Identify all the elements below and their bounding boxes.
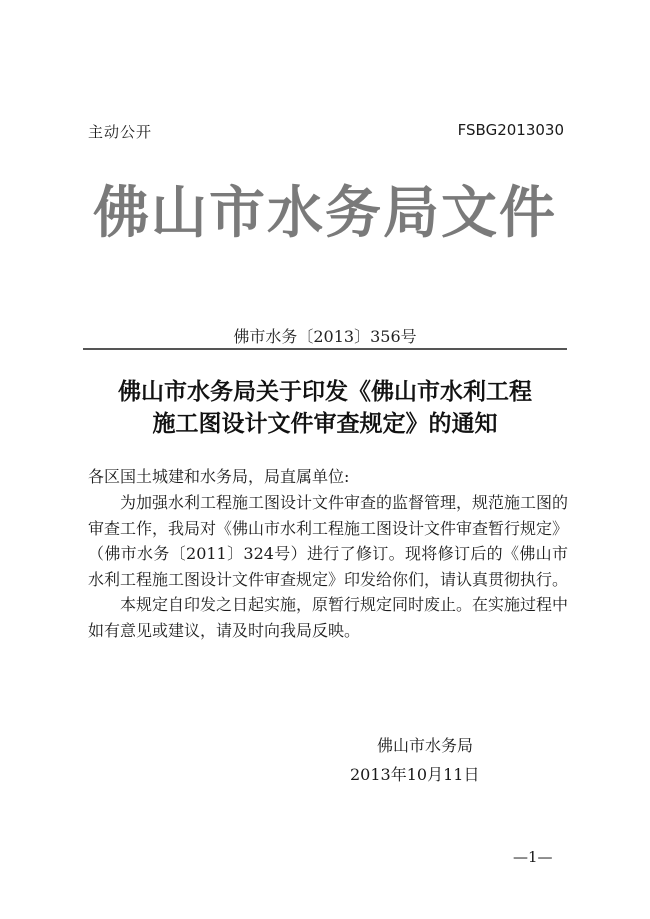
title-line-2: 施工图设计文件审查规定》的通知 <box>152 410 498 437</box>
reference-number: 佛市水务〔2013〕356号 <box>233 327 417 346</box>
page-number: —1— <box>513 848 553 866</box>
header-divider <box>83 348 567 350</box>
signature-organization: 佛山市水务局 <box>377 736 474 755</box>
title-line-1: 佛山市水务局关于印发《佛山市水利工程 <box>118 378 532 405</box>
disclosure-label: 主动公开 <box>88 123 153 141</box>
signature-date: 2013年10月11日 <box>350 765 480 784</box>
paragraph-1: 为加强水利工程施工图设计文件审查的监督管理，规范施工图的审查工作，我局对《佛山市水利工程施工图设计文件审查暂行规定》（佛市水务〔2011〕324号）进行了修订。现将修订后的《佛山市水利工程施工图设计文件审查规定》印发给你们，请认真贯彻执行。 <box>88 493 569 589</box>
document-code: FSBG2013030 <box>457 121 564 139</box>
notice-title <box>0 376 650 440</box>
masthead-title: 佛山市水务局文件 <box>93 181 557 246</box>
salutation: 各区国土城建和水务局，局直属单位: <box>88 467 350 486</box>
body-text <box>88 490 568 643</box>
paragraph-2: 本规定自印发之日起实施，原暂行规定同时废止。在实施过程中如有意见或建议，请及时向我局反映。 <box>88 595 569 640</box>
